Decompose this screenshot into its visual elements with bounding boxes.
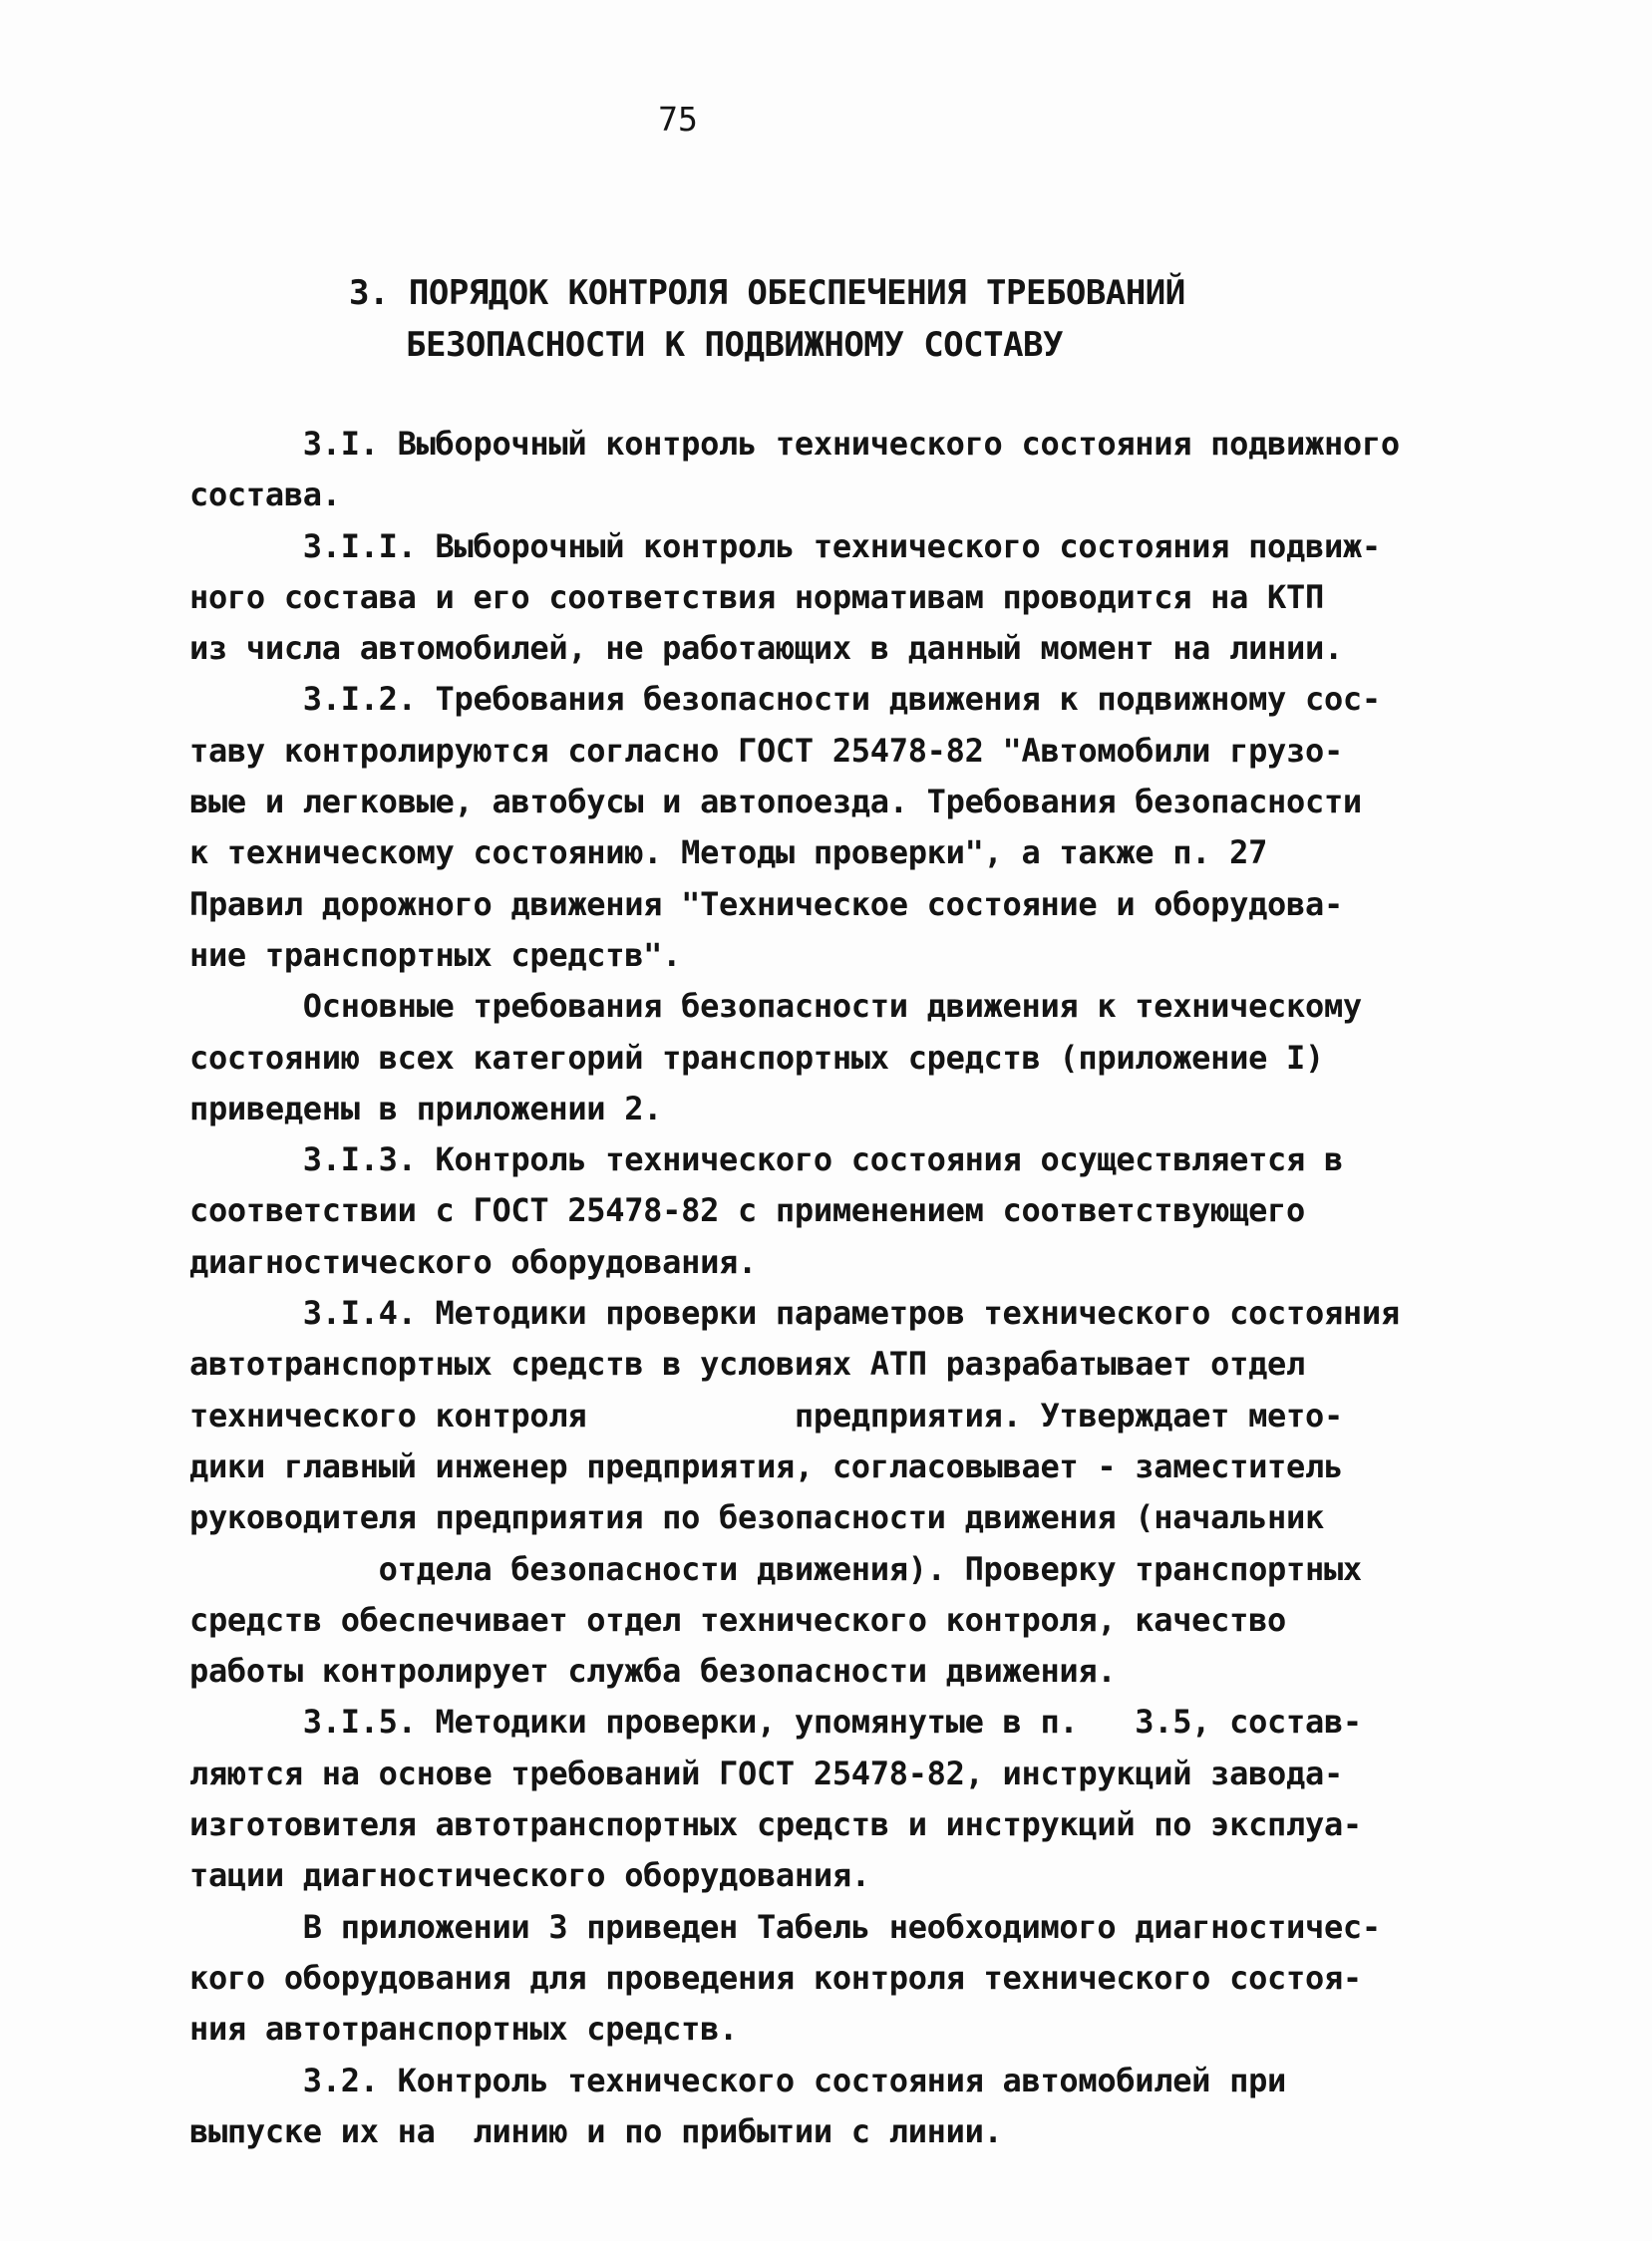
section-heading bbox=[349, 267, 1185, 371]
text-line: 3.I. Выборочный контроль технического состояния подвижного bbox=[189, 425, 1400, 463]
text-line: состоянию всех категорий транспортных средств (приложение I) bbox=[189, 1038, 1324, 1077]
text-line: к техническому состоянию. Методы проверки", а также п. 27 bbox=[189, 833, 1268, 872]
text-line: 3.2. Контроль технического состояния автомобилей при bbox=[189, 2061, 1287, 2099]
text-line: изготовителя автотранспортных средств и инструкций по эксплуа- bbox=[189, 1805, 1362, 1844]
text-line: диагностического оборудования. bbox=[189, 1242, 757, 1281]
text-line: работы контролирует служба безопасности движения. bbox=[189, 1652, 1117, 1691]
heading-line-1: 3. ПОРЯДОК КОНТРОЛЯ ОБЕСПЕЧЕНИЯ ТРЕБОВАНИЙ bbox=[349, 273, 1185, 313]
text-line: 3.I.3. Контроль технического состояния осуществляется в bbox=[189, 1140, 1343, 1179]
text-line: из числа автомобилей, не работающих в данный момент на линии. bbox=[189, 629, 1343, 668]
text-line: ного состава и его соответствия нормативам проводится на КТП bbox=[189, 577, 1324, 616]
text-line: выпуске их на линию и по прибытии с линии. bbox=[189, 2111, 1003, 2150]
text-line: средств обеспечивает отдел технического контроля, качество bbox=[189, 1600, 1287, 1639]
text-line: таву контролируются согласно ГОСТ 25478-82 "Автомобили грузо- bbox=[189, 731, 1343, 770]
heading-line-2: БЕЗОПАСНОСТИ К ПОДВИЖНОМУ СОСТАВУ bbox=[406, 325, 1064, 365]
body-text bbox=[189, 419, 1476, 2157]
text-line: ния автотранспортных средств. bbox=[189, 2010, 739, 2049]
text-line: ние транспортных средств". bbox=[189, 935, 682, 974]
text-line: 3.I.2. Требования безопасности движения к подвижному сос- bbox=[189, 680, 1381, 719]
text-line: кого оборудования для проведения контроля технического состоя- bbox=[189, 1958, 1362, 1997]
text-line: соответствии с ГОСТ 25478-82 с применением соответствующего bbox=[189, 1191, 1305, 1230]
text-line: состава. bbox=[189, 476, 341, 514]
page-number: 75 bbox=[658, 100, 698, 139]
text-line: тации диагностического оборудования. bbox=[189, 1856, 870, 1895]
text-line: руководителя предприятия по безопасности движения (начальник bbox=[189, 1498, 1324, 1537]
text-line: дики главный инженер предприятия, согласовывает - заместитель bbox=[189, 1446, 1343, 1485]
text-line: отдела безопасности движения). Проверку транспортных bbox=[189, 1549, 1362, 1588]
text-line: вые и легковые, автобусы и автопоезда. Требования безопасности bbox=[189, 783, 1362, 821]
text-line: автотранспортных средств в условиях АТП разрабатывает отдел bbox=[189, 1345, 1305, 1384]
text-line: 3.I.I. Выборочный контроль технического состояния подвиж- bbox=[189, 526, 1381, 565]
text-line: приведены в приложении 2. bbox=[189, 1089, 663, 1127]
text-line: 3.I.5. Методики проверки, упомянутые в п. 3.5, состав- bbox=[189, 1703, 1362, 1742]
text-line: ляются на основе требований ГОСТ 25478-82, инструкций завода- bbox=[189, 1754, 1343, 1792]
text-line: 3.I.4. Методики проверки параметров технического состояния bbox=[189, 1294, 1400, 1333]
text-line: Основные требования безопасности движения к техническому bbox=[189, 987, 1362, 1026]
text-line: Правил дорожного движения "Техническое состояние и оборудова- bbox=[189, 884, 1343, 923]
text-line: В приложении 3 приведен Табель необходимого диагностичес- bbox=[189, 1907, 1381, 1946]
text-line: технического контроля предприятия. Утверждает мето- bbox=[189, 1396, 1343, 1435]
